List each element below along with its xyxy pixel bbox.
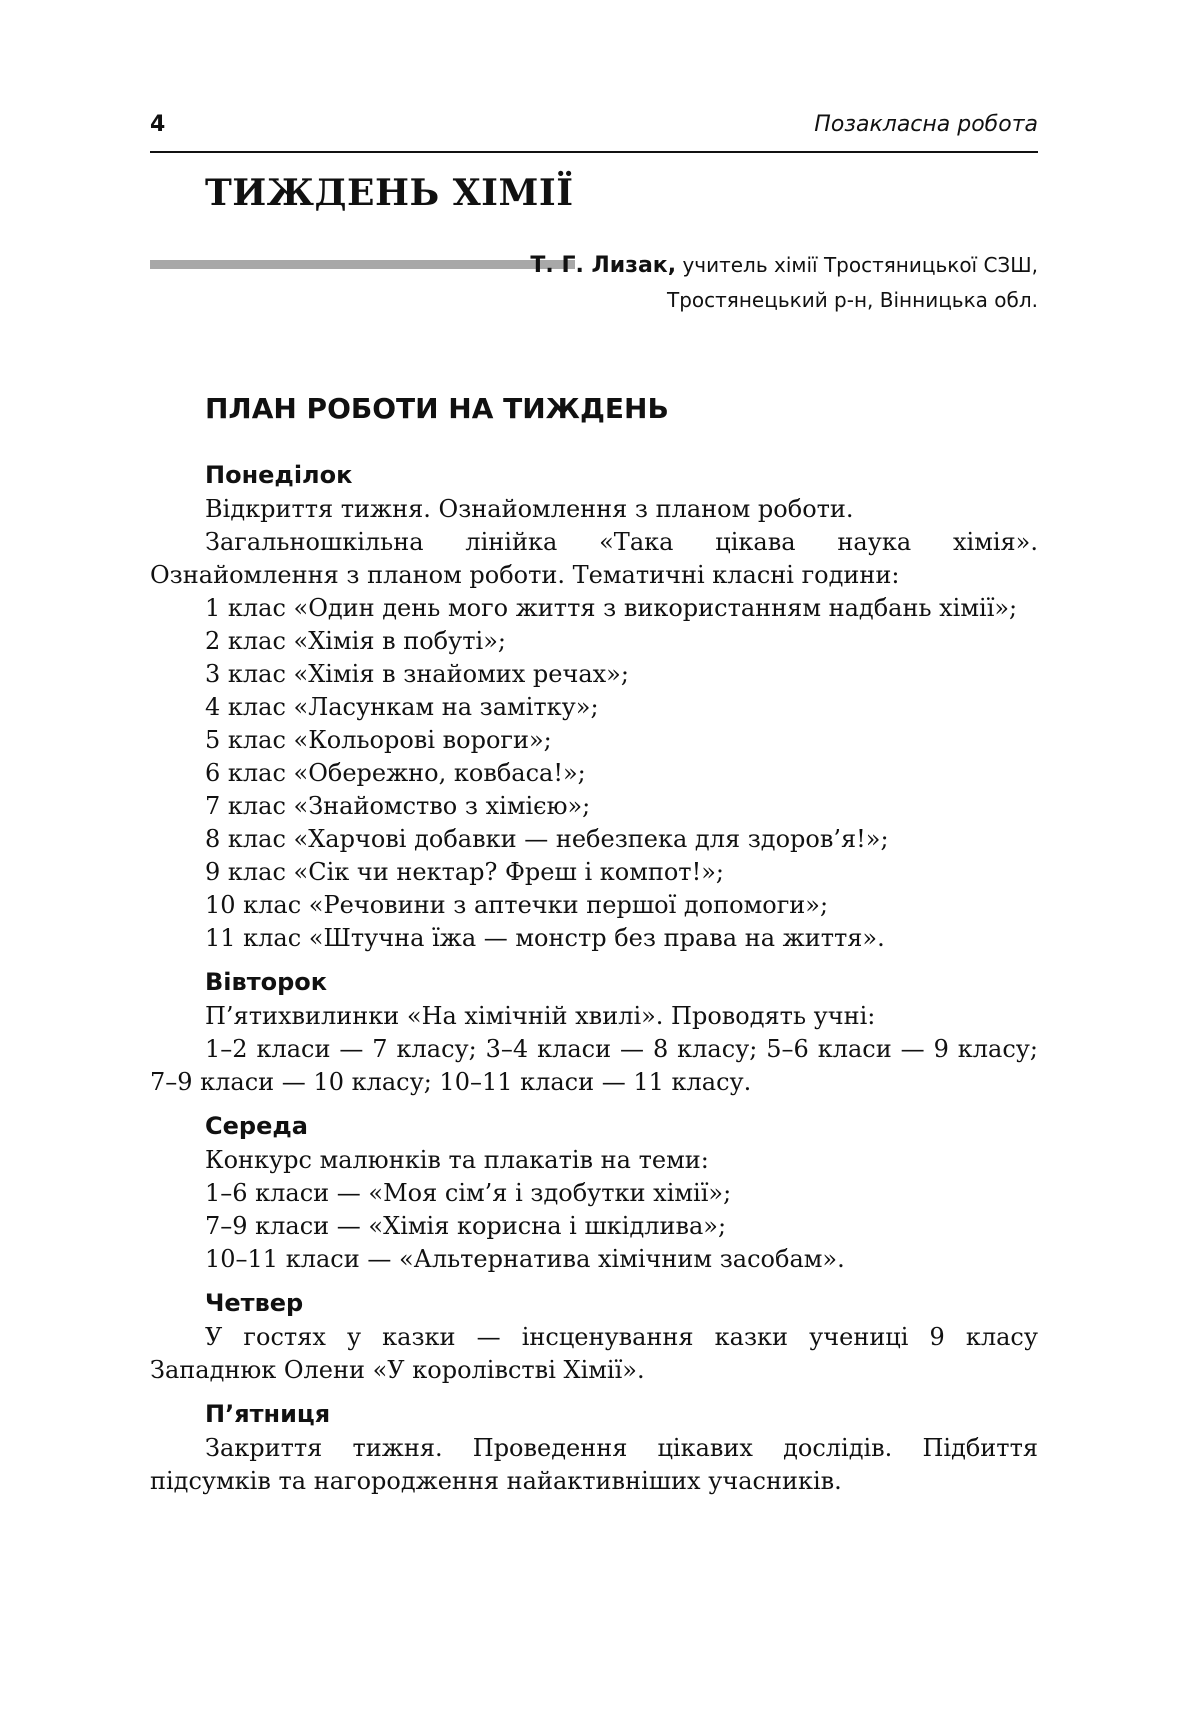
author-location: Тростянецький р-н, Вінницька обл.	[667, 288, 1038, 312]
class-topic: 6 клас «Обережно, ковбаса!»;	[205, 759, 586, 787]
paragraph: У гостях у казки — інсценування казки учениці 9 класу Западнюк Олени «У королівстві Хімії».	[150, 1323, 1038, 1384]
page-number: 4	[150, 112, 166, 137]
class-topic: 10 клас «Речовини з аптечки першої допомоги»;	[205, 891, 829, 919]
day-heading-thursday: Четвер	[205, 1289, 304, 1317]
class-topic: 7 клас «Знайомство з хімією»;	[205, 792, 591, 820]
class-topic: 2 клас «Хімія в побуті»;	[205, 627, 506, 655]
class-topic: 1 клас «Один день мого життя з використанням надбань хімії»;	[205, 594, 1018, 622]
class-topic: 5 клас «Кольорові вороги»;	[205, 726, 552, 754]
plan-heading: ПЛАН РОБОТИ НА ТИЖДЕНЬ	[205, 392, 669, 425]
author-name: Т. Г. Лизак,	[530, 253, 677, 278]
author-byline	[530, 248, 1038, 317]
paragraph: 1–6 класи — «Моя сім’я і здобутки хімії»;	[205, 1179, 732, 1207]
paragraph: 10–11 класи — «Альтернатива хімічним засобам».	[205, 1245, 845, 1273]
day-heading-wednesday: Середа	[205, 1112, 308, 1140]
running-header	[150, 112, 1038, 146]
class-topic: 11 клас «Штучна їжа — монстр без права на життя».	[205, 924, 885, 952]
paragraph: Відкриття тижня. Ознайомлення з планом роботи.	[205, 495, 854, 523]
weekly-plan	[150, 458, 1038, 1498]
paragraph: Загальношкільна лінійка «Така цікава наука хімія». Ознайомлення з планом роботи. Тематичні класні години:	[150, 528, 1038, 589]
class-topic: 8 клас «Харчові добавки — небезпека для здоров’я!»;	[205, 825, 889, 853]
paragraph: Закриття тижня. Проведення цікавих дослідів. Підбиття підсумків та нагородження найактивніших учасників.	[150, 1434, 1038, 1495]
paragraph: П’ятихвилинки «На хімічній хвилі». Проводять учні:	[205, 1002, 876, 1030]
class-topic: 9 клас «Сік чи нектар? Фреш і компот!»;	[205, 858, 724, 886]
author-position: учитель хімії Тростяницької СЗШ,	[682, 253, 1038, 277]
day-heading-monday: Понеділок	[205, 461, 353, 489]
class-topic: 3 клас «Хімія в знайомих речах»;	[205, 660, 629, 688]
section-name: Позакласна робота	[814, 112, 1038, 137]
byline-line-1	[530, 248, 1038, 283]
class-topic: 4 клас «Ласункам на замітку»;	[205, 693, 599, 721]
paragraph: Конкурс малюнків та плакатів на теми:	[205, 1146, 709, 1174]
day-heading-friday: П’ятниця	[205, 1400, 331, 1428]
day-heading-tuesday: Вівторок	[205, 968, 328, 996]
article-title: ТИЖДЕНЬ ХІМІЇ	[205, 172, 574, 214]
header-rule	[150, 151, 1038, 153]
paragraph: 1–2 класи — 7 класу; 3–4 класи — 8 класу; 5–6 класи — 9 класу; 7–9 класи — 10 класу; 10–11 класи — 11 класу.	[150, 1035, 1038, 1096]
byline-rule	[150, 260, 575, 269]
paragraph: 7–9 класи — «Хімія корисна і шкідлива»;	[205, 1212, 727, 1240]
